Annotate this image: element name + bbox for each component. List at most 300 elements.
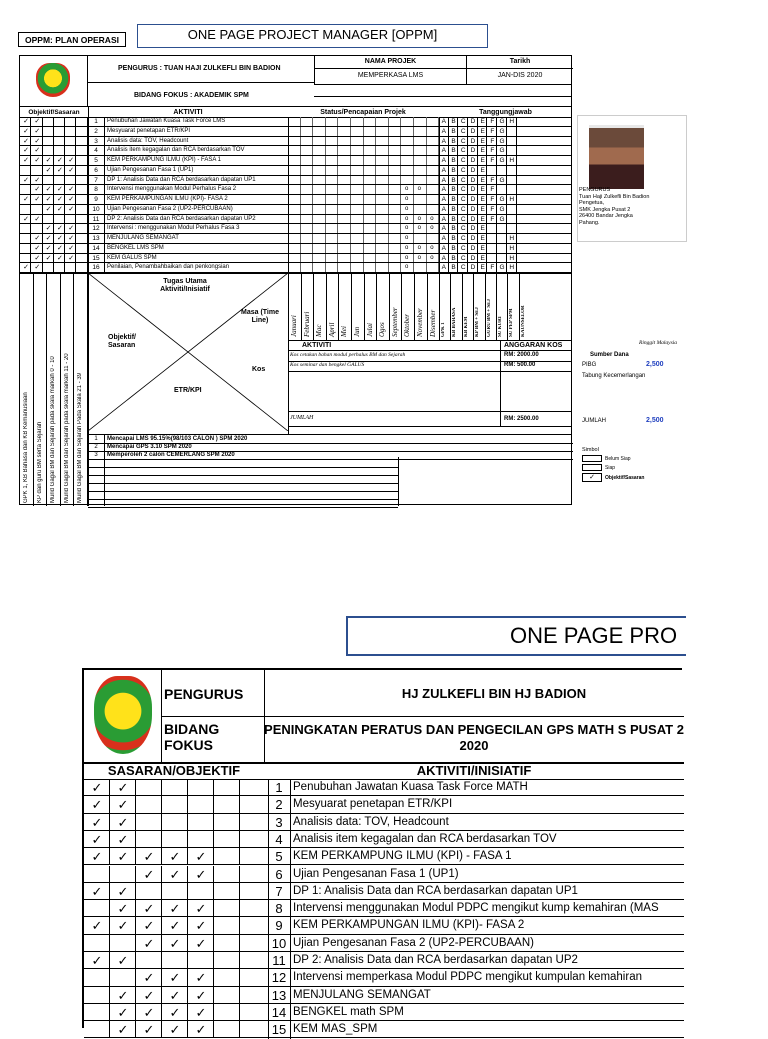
resp-letter: A xyxy=(441,215,447,223)
month-vline xyxy=(364,273,365,340)
bottom-activity-number: 10 xyxy=(271,935,287,951)
check-icon: ✓ xyxy=(68,186,75,194)
month-vline xyxy=(288,273,289,340)
resp-letter: D xyxy=(470,254,476,262)
check-icon: ✓ xyxy=(117,814,129,830)
month-cell xyxy=(364,263,377,272)
resp-letter: G xyxy=(499,137,505,145)
resp-letter: D xyxy=(470,225,476,233)
month-label: September xyxy=(390,307,399,337)
month-cell xyxy=(338,254,351,263)
status-dot-icon: o xyxy=(417,215,421,222)
check-icon: ✓ xyxy=(56,186,63,194)
num-divider xyxy=(104,156,105,165)
month-cell xyxy=(364,137,377,146)
bottom-obj-cell xyxy=(214,969,240,986)
bottom-activity-number: 6 xyxy=(275,866,283,882)
check-icon: ✓ xyxy=(117,1004,129,1020)
month-cell xyxy=(313,127,326,136)
bottom-col-sasaran: SASARAN/OBJEKTIF xyxy=(107,763,241,778)
bottom-obj-cell xyxy=(162,831,188,848)
num-divider xyxy=(104,254,105,263)
bottom-obj-cell xyxy=(136,779,162,796)
etr-row-line xyxy=(88,499,398,500)
month-cell xyxy=(338,146,351,155)
month-label: Jun xyxy=(353,326,361,337)
bottom-obj-cell xyxy=(84,900,110,917)
masa-label: Masa (Time Line) xyxy=(241,309,279,324)
month-cell xyxy=(313,234,326,243)
resp-letter: E xyxy=(480,157,485,164)
check-icon: ✓ xyxy=(91,918,103,934)
activity-number: 12 xyxy=(92,225,100,233)
month-cell xyxy=(301,215,314,224)
bottom-col-aktiviti: AKTIVITI/INISIATIF xyxy=(416,763,532,778)
resp-letter: D xyxy=(470,215,476,223)
sumber-label: Sumber Dana xyxy=(590,352,629,358)
role-vline xyxy=(485,273,486,340)
resp-letter: E xyxy=(480,205,485,213)
check-icon: ✓ xyxy=(68,157,75,164)
etr-top xyxy=(88,434,571,435)
resp-letter: F xyxy=(490,157,495,164)
month-cell xyxy=(364,215,377,224)
check-icon: ✓ xyxy=(34,264,41,272)
resp-cell xyxy=(507,224,517,233)
check-icon: ✓ xyxy=(117,1022,129,1038)
month-cell xyxy=(301,137,314,146)
bottom-activity-text: BENGKEL math SPM xyxy=(293,1005,404,1018)
check-icon: ✓ xyxy=(143,849,155,865)
month-cell xyxy=(364,195,377,204)
check-icon: ✓ xyxy=(45,225,52,233)
bottom-activity-text: KEM PERKAMPUNGAN ILMU (KPI)- FASA 2 xyxy=(293,919,525,932)
bottom-activity-number: 5 xyxy=(275,849,283,865)
resp-cell xyxy=(507,127,517,136)
bottom-obj-cell xyxy=(84,969,110,986)
bottom-title: ONE PAGE PRO xyxy=(510,623,678,648)
month-cell xyxy=(288,224,301,233)
role-vline xyxy=(507,273,508,340)
bottom-bidang-label: BIDANG FOKUS xyxy=(164,721,220,753)
month-cell xyxy=(427,176,440,185)
month-cell xyxy=(301,224,314,233)
resp-letter: D xyxy=(470,127,476,135)
header-bottom-line2 xyxy=(314,96,571,97)
bottom-sheet xyxy=(82,668,684,1038)
bottom-obj-cell xyxy=(214,796,240,813)
vertical-objective: KP dan guru BM serta Sejarah xyxy=(36,421,43,503)
month-cell xyxy=(288,127,301,136)
resp-letter: F xyxy=(490,196,495,203)
activity-number: 15 xyxy=(92,254,100,262)
month-cell xyxy=(288,244,301,253)
check-icon: ✓ xyxy=(91,780,103,795)
bottom-obj-cell xyxy=(214,779,240,796)
obj-cell xyxy=(31,205,42,214)
check-icon: ✓ xyxy=(117,849,129,865)
person-line3: Pengetua, xyxy=(579,200,605,206)
activity-text: Penubuhan Jawatan Kuasa Task Force LMS xyxy=(107,118,226,124)
month-cell xyxy=(427,263,440,272)
check-icon: ✓ xyxy=(56,225,63,233)
resp-letter: H xyxy=(509,264,515,272)
pengurus-text: PENGURUS : TUAN HAJI ZULKEFLI BIN BADION xyxy=(118,65,281,72)
month-cell xyxy=(313,156,326,165)
resp-letter: C xyxy=(460,254,466,262)
month-cell xyxy=(364,254,377,263)
num-divider xyxy=(104,195,105,204)
obj-cell xyxy=(65,263,76,272)
month-cell xyxy=(376,224,389,233)
month-cell xyxy=(389,137,402,146)
check-icon: ✓ xyxy=(91,814,103,830)
check-icon: ✓ xyxy=(56,254,63,262)
month-cell xyxy=(338,215,351,224)
status-dot-icon: o xyxy=(430,244,434,251)
month-cell xyxy=(414,263,427,272)
month-cell xyxy=(301,254,314,263)
month-cell xyxy=(301,127,314,136)
header-divider xyxy=(88,82,314,83)
obj-cell xyxy=(20,234,31,243)
tarikh-label: Tarikh xyxy=(509,58,531,65)
etr-text: Mencapai LMS 95.15%(98/103 CALON ) SPM 2020 xyxy=(107,436,248,442)
check-icon: ✓ xyxy=(91,883,103,899)
resp-letter: A xyxy=(441,264,447,272)
month-cell xyxy=(338,137,351,146)
vertical-objective: Murid Gagal BM dan Sejarah pada skala markah 11 - 20 xyxy=(63,353,70,503)
obj-cell xyxy=(77,176,88,185)
month-cell xyxy=(326,244,339,253)
role-vline xyxy=(450,273,451,340)
bottom-activity-number: 9 xyxy=(275,918,283,934)
table-row xyxy=(20,166,571,176)
resp-letter: G xyxy=(499,147,505,155)
title-box xyxy=(137,24,488,48)
month-cell xyxy=(376,166,389,175)
etr-label: ETR/KPI xyxy=(174,387,202,394)
month-cell xyxy=(288,117,301,126)
resp-letter: A xyxy=(441,235,447,242)
month-cell xyxy=(414,146,427,155)
bottom-obj-cell xyxy=(136,883,162,900)
month-cell xyxy=(389,234,402,243)
check-icon: ✓ xyxy=(117,797,129,813)
check-icon: ✓ xyxy=(117,831,129,847)
check-icon: ✓ xyxy=(169,918,181,934)
check-icon: ✓ xyxy=(117,780,129,795)
month-cell xyxy=(313,205,326,214)
resp-letter: C xyxy=(460,235,466,242)
resp-letter: G xyxy=(499,215,505,223)
month-cell xyxy=(389,146,402,155)
check-icon: ✓ xyxy=(56,166,63,174)
grid-v3 xyxy=(439,117,440,273)
bottom-obj-cell xyxy=(136,814,162,831)
bottom-activity-text: DP 1: Analisis Data dan RCA berdasarkan dapatan UP1 xyxy=(293,884,578,897)
resp-cell xyxy=(497,224,507,233)
month-vline xyxy=(376,273,377,340)
check-icon: ✓ xyxy=(143,866,155,882)
check-icon: ✓ xyxy=(169,849,181,865)
num-divider xyxy=(104,224,105,233)
sumber1-val: 2,500 xyxy=(646,361,664,368)
obj-cell xyxy=(54,127,65,136)
resp-letter: E xyxy=(480,244,485,252)
bottom-obj-cell xyxy=(188,779,214,796)
resp-letter: A xyxy=(441,186,447,194)
resp-letter: D xyxy=(470,166,476,174)
month-cell xyxy=(301,185,314,194)
kos-line-end xyxy=(288,426,571,427)
status-dot-icon: o xyxy=(417,225,421,232)
num-divider xyxy=(104,137,105,146)
month-cell xyxy=(301,166,314,175)
resp-letter: F xyxy=(490,186,495,194)
role-label: KB KEM xyxy=(463,316,469,337)
person-info xyxy=(579,187,689,226)
month-cell xyxy=(338,127,351,136)
role-vline xyxy=(462,273,463,340)
status-dot-icon: o xyxy=(430,215,434,222)
check-icon: ✓ xyxy=(143,987,155,1003)
obj-cell xyxy=(65,215,76,224)
month-cell xyxy=(326,195,339,204)
check-icon: ✓ xyxy=(45,166,52,174)
activity-text: Ujian Pengesanan Fasa 1 (UP1) xyxy=(107,166,194,173)
check-icon: ✓ xyxy=(68,254,75,262)
resp-cell xyxy=(497,254,507,263)
bottom-obj-cell xyxy=(84,1004,110,1021)
check-icon: ✓ xyxy=(195,866,207,882)
month-cell xyxy=(364,146,377,155)
activity-number: 1 xyxy=(94,118,98,125)
bottom-activity-number: 11 xyxy=(272,953,286,968)
resp-letter: A xyxy=(441,176,447,184)
resp-letter: E xyxy=(480,127,485,135)
col-aktiviti: AKTIVITI xyxy=(173,109,203,116)
table-row xyxy=(20,195,571,205)
bottom-obj-cell xyxy=(214,848,240,865)
month-cell xyxy=(389,254,402,263)
obj-cell xyxy=(77,224,88,233)
check-icon: ✓ xyxy=(56,157,63,164)
month-cell xyxy=(351,215,364,224)
month-cell xyxy=(389,215,402,224)
status-dot-icon: o xyxy=(417,254,421,261)
vertical-objective: GPK 1, KB Bahasa dan KB Kemanusiaan xyxy=(23,392,29,503)
bottom-activity-number: 1 xyxy=(275,780,283,795)
check-icon: ✓ xyxy=(34,196,41,203)
month-cell xyxy=(364,224,377,233)
month-cell xyxy=(351,254,364,263)
activity-number: 16 xyxy=(92,264,100,272)
resp-letter: A xyxy=(441,244,447,252)
bottom-obj-cell xyxy=(188,796,214,813)
month-cell xyxy=(376,254,389,263)
main-sheet xyxy=(19,55,572,505)
month-vline xyxy=(301,273,302,340)
month-cell xyxy=(389,244,402,253)
bottom-obj-cell xyxy=(162,796,188,813)
bottom-obj-cell xyxy=(84,866,110,883)
resp-letter: C xyxy=(460,118,466,125)
resp-cell xyxy=(507,185,517,194)
resp-letter: B xyxy=(451,147,456,155)
resp-letter: E xyxy=(480,215,485,223)
resp-letter: E xyxy=(480,225,485,233)
resp-cell xyxy=(497,244,507,253)
check-icon: ✓ xyxy=(34,244,41,252)
simbol-box1 xyxy=(582,455,602,462)
etr-row-line xyxy=(88,507,398,508)
check-icon: ✓ xyxy=(34,137,41,145)
check-icon: ✓ xyxy=(23,118,29,125)
resp-letter: C xyxy=(460,196,466,203)
months-bottom xyxy=(288,340,571,341)
obj-cell xyxy=(65,117,76,126)
month-cell xyxy=(326,254,339,263)
bottom-obj-cell xyxy=(214,987,240,1004)
resp-letter: B xyxy=(451,254,456,262)
obj-cell xyxy=(20,244,31,253)
resp-letter: D xyxy=(470,118,476,125)
check-icon: ✓ xyxy=(195,987,207,1003)
bottom-activity-number: 3 xyxy=(275,814,283,830)
month-cell xyxy=(376,137,389,146)
kos-item-value: RM: 2000.00 xyxy=(504,352,539,358)
kos-vline2 xyxy=(500,340,501,426)
resp-letter: C xyxy=(460,127,466,135)
month-cell xyxy=(326,137,339,146)
status-dot-icon: o xyxy=(405,215,409,222)
person-line2: Tuan Haji Zulkefli Bin Badion xyxy=(579,193,650,200)
obj-cell xyxy=(54,263,65,272)
activity-text: Ujian Pengesanan Fasa 2 (UP2-PERCUBAAN) xyxy=(107,205,233,212)
resp-letter: A xyxy=(441,127,447,135)
obj-cell xyxy=(43,137,54,146)
col-tanggung: Tanggungjawab xyxy=(479,109,532,116)
resp-letter: G xyxy=(499,176,505,184)
resp-cell xyxy=(488,224,498,233)
month-cell xyxy=(364,185,377,194)
resp-letter: B xyxy=(451,215,456,223)
activity-number: 9 xyxy=(94,196,98,203)
check-icon: ✓ xyxy=(91,831,103,847)
month-cell xyxy=(389,117,402,126)
check-icon: ✓ xyxy=(56,235,63,242)
month-cell xyxy=(351,137,364,146)
kos-line1 xyxy=(288,350,571,351)
month-cell xyxy=(301,263,314,272)
month-cell xyxy=(351,244,364,253)
bottom-obj-cell xyxy=(188,952,214,969)
month-cell xyxy=(313,244,326,253)
role-label: KB BAHASA xyxy=(452,307,458,337)
bottom-activity-text: Mesyuarat penetapan ETR/KPI xyxy=(293,798,453,811)
month-cell xyxy=(427,234,440,243)
aktiviti-kos-label: AKTIVITI xyxy=(302,342,332,349)
check-icon: ✓ xyxy=(23,264,29,272)
obj-cell xyxy=(77,166,88,175)
month-cell xyxy=(364,156,377,165)
check-icon: ✓ xyxy=(23,157,29,164)
resp-letter: H xyxy=(509,196,515,203)
check-icon: ✓ xyxy=(68,244,75,252)
resp-letter: C xyxy=(460,205,466,213)
tugas-label: Tugas Utama Aktiviti/Inisiatif xyxy=(160,278,210,293)
num-divider xyxy=(104,205,105,214)
resp-letter: B xyxy=(451,176,456,184)
resp-letter: C xyxy=(460,137,466,145)
bottom-obj-cell xyxy=(214,935,240,952)
table-row xyxy=(20,215,571,225)
role-label: SU KURI xyxy=(498,316,503,337)
status-dot-icon: o xyxy=(405,225,409,232)
nama-projek-cell xyxy=(314,56,467,84)
month-vline xyxy=(326,273,327,340)
month-cell xyxy=(427,156,440,165)
month-cell xyxy=(414,176,427,185)
table-row xyxy=(20,234,571,244)
bottom-activity-text: Ujian Pengesanan Fasa 2 (UP2-PERCUBAAN) xyxy=(293,936,534,949)
role-vline xyxy=(496,273,497,340)
table-row xyxy=(20,176,571,186)
person-line5: 26400 Bandar Jengka xyxy=(579,213,633,219)
month-cell xyxy=(414,117,427,126)
resp-letter: F xyxy=(490,264,495,272)
status-dot-icon: o xyxy=(430,254,434,261)
num-divider xyxy=(104,117,105,126)
resp-letter: E xyxy=(480,254,485,262)
month-cell xyxy=(288,176,301,185)
bottom-obj-cell xyxy=(162,952,188,969)
bottom-obj-cell xyxy=(188,831,214,848)
bottom-activity-number: 12 xyxy=(271,970,287,986)
resp-letter: A xyxy=(441,196,447,203)
page-title: ONE PAGE PROJECT MANAGER [OPPM] xyxy=(187,27,438,42)
etr-row-line xyxy=(88,467,398,468)
month-cell xyxy=(389,195,402,204)
month-cell xyxy=(376,127,389,136)
check-icon: ✓ xyxy=(68,225,75,233)
resp-cell xyxy=(488,244,498,253)
obj-cell xyxy=(20,254,31,263)
status-dot-icon: o xyxy=(430,225,434,232)
resp-letter: F xyxy=(490,118,495,125)
month-cell xyxy=(351,127,364,136)
resp-cell xyxy=(507,146,517,155)
month-cell xyxy=(376,205,389,214)
kos-item-value: RM: 500.00 xyxy=(504,362,536,368)
obj-cell xyxy=(65,146,76,155)
resp-letter: F xyxy=(490,176,495,184)
check-icon: ✓ xyxy=(23,176,29,184)
role-label: SU PEP SPM xyxy=(509,308,515,337)
vertical-objective: Murid Gagal BM dan Sejarah Pada Skala 21 - 39 xyxy=(77,372,84,503)
month-cell xyxy=(338,244,351,253)
month-cell xyxy=(364,166,377,175)
month-cell xyxy=(326,185,339,194)
check-icon: ✓ xyxy=(23,196,29,203)
month-cell xyxy=(301,234,314,243)
month-cell xyxy=(401,127,414,136)
check-icon: ✓ xyxy=(169,901,181,917)
obj-cell xyxy=(77,127,88,136)
month-cell xyxy=(313,146,326,155)
resp-letter: D xyxy=(470,186,476,194)
